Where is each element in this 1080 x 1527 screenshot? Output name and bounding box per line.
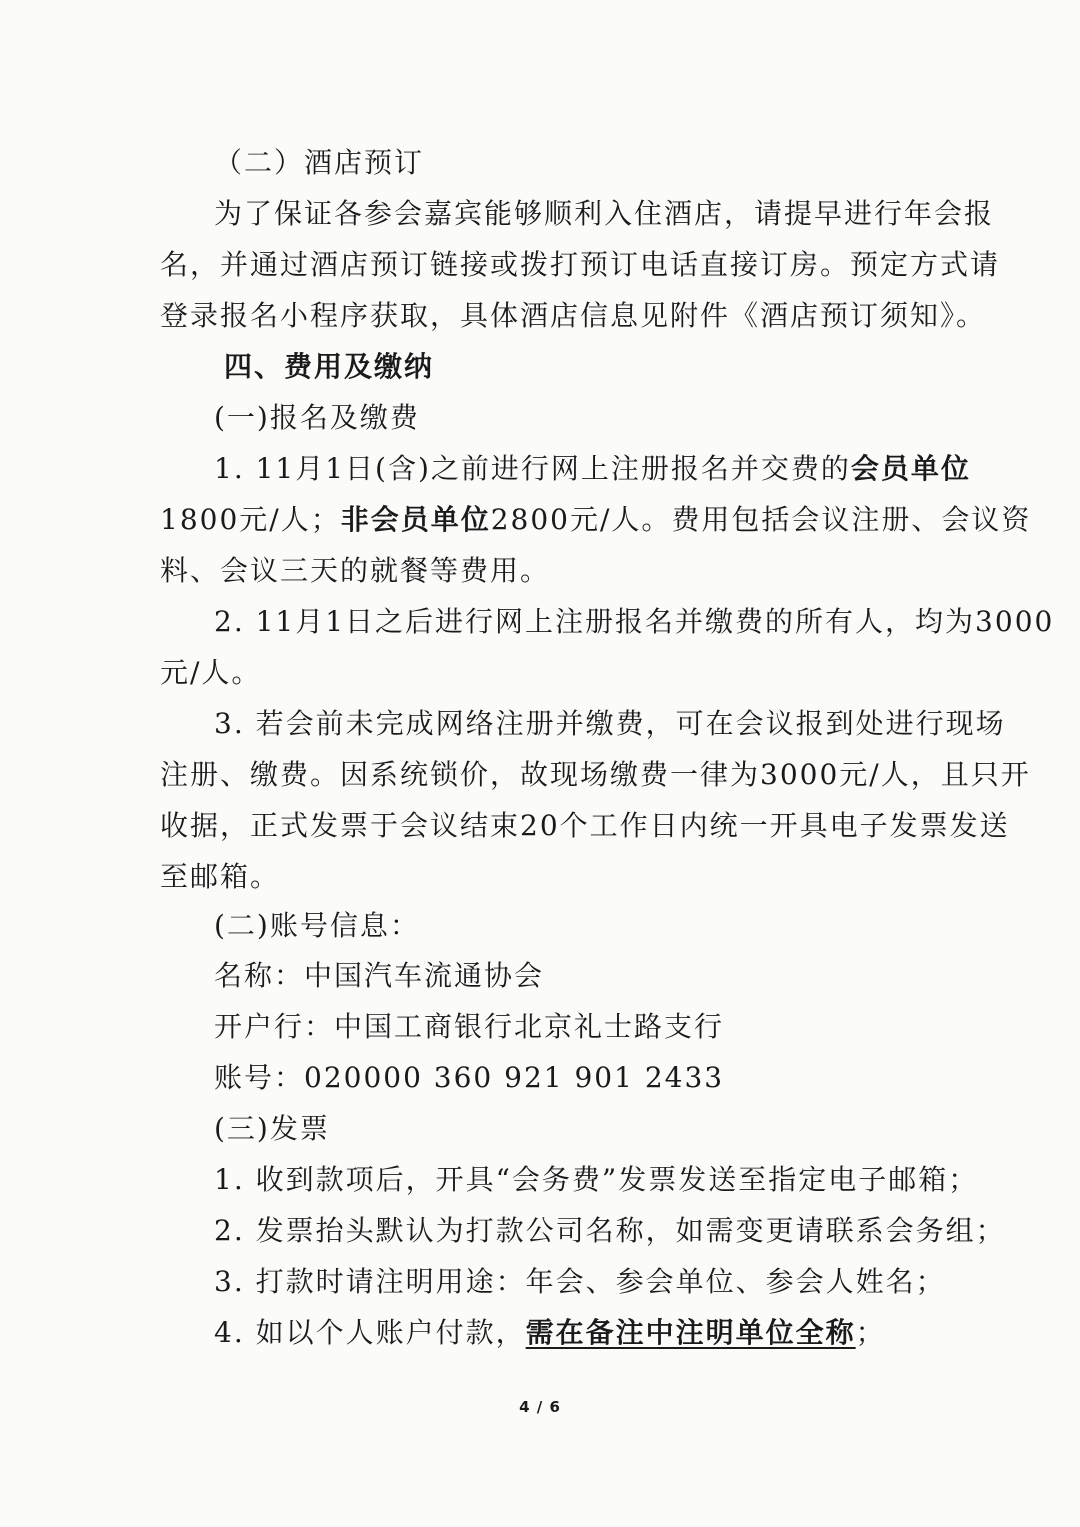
hotel-paragraph-line-3: 登录报名小程序获取，具体酒店信息见附件《酒店预订须知》。 [160,299,987,332]
invoice-item-4 [214,1315,886,1351]
non-member-fee: 2800元/人。费用包括会议注册、会议资 [490,503,1032,536]
fee-item-1-line-2 [160,502,1031,538]
member-fee: 1800元/人； [160,503,341,536]
fee-item-2-line-1: 2. 11月1日之后进行网上注册报名并缴费的所有人，均为3000 [214,605,1055,638]
fees-section-heading: 四、费用及缴纳 [224,350,435,383]
member-unit-label: 会员单位 [850,452,971,485]
fee-item-3-line-2: 注册、缴费。因系统锁价，故现场缴费一律为3000元/人，且只开 [160,758,1031,791]
account-number: 账号：020000 360 921 901 2433 [214,1061,725,1094]
fee-item-1-line-3: 料、会议三天的就餐等费用。 [160,554,551,587]
invoice-heading: (三)发票 [214,1112,330,1145]
invoice-item-2: 2. 发票抬头默认为打款公司名称，如需变更请联系会务组； [214,1214,1006,1247]
fee-item-3-line-1: 3. 若会前未完成网络注册并缴费，可在会议报到处进行现场 [214,707,1006,740]
fee-item-3-line-4: 至邮箱。 [160,860,281,893]
hotel-heading: （二）酒店预订 [214,146,425,179]
invoice-item-1: 1. 收到款项后，开具“会务费”发票发送至指定电子邮箱； [214,1163,979,1196]
invoice-item-4-end: ； [855,1316,886,1349]
fees-subheading-registration: (一)报名及缴费 [214,401,420,434]
non-member-unit-label: 非会员单位 [340,503,491,536]
fee-item-1-text: 1. 11月1日(含)之前进行网上注册报名并交费的 [214,452,851,485]
account-bank: 开户行：中国工商银行北京礼士路支行 [214,1010,725,1043]
account-name: 名称：中国汽车流通协会 [214,959,545,992]
fee-item-3-line-3: 收据，正式发票于会议结束20个工作日内统一开具电子发票发送 [160,809,1010,842]
page-number: 4 / 6 [519,1398,561,1416]
hotel-paragraph-line-1: 为了保证各参会嘉宾能够顺利入住酒店，请提早进行年会报 [214,197,995,230]
invoice-item-3: 3. 打款时请注明用途：年会、参会单位、参会人姓名； [214,1265,946,1298]
invoice-item-4-text: 4. 如以个人账户付款， [214,1316,526,1349]
hotel-paragraph-line-2: 名，并通过酒店预订链接或拨打预订电话直接订房。预定方式请 [160,248,1001,281]
fee-item-1-line-1 [214,451,971,487]
invoice-item-4-emphasis: 需在备注中注明单位全称 [525,1316,856,1349]
account-heading: (二)账号信息： [214,909,420,942]
fee-item-2-line-2: 元/人。 [160,656,262,689]
